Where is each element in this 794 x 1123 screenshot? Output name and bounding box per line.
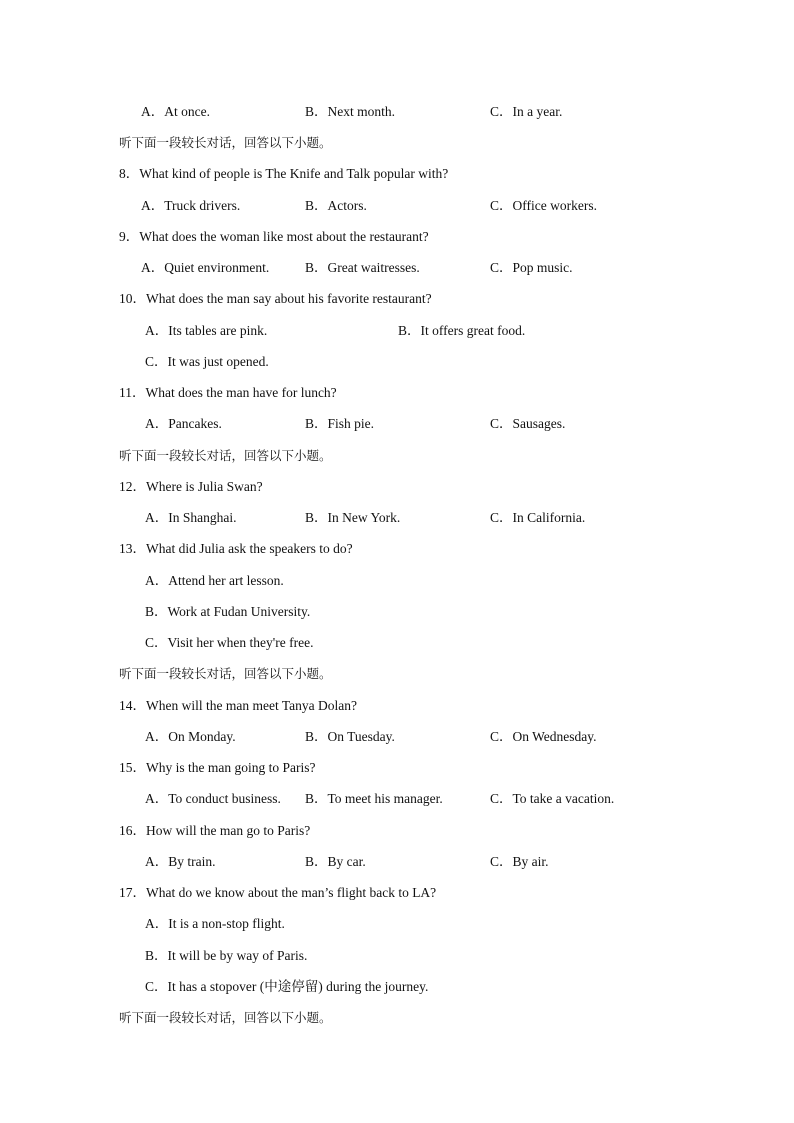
q8-option-c: C．Office workers.	[490, 198, 597, 213]
q16-stem: 16．How will the man go to Paris?	[119, 823, 311, 838]
q13-stem: 13．What did Julia ask the speakers to do?	[119, 541, 353, 556]
q13-option-a-row	[0, 571, 794, 591]
q11-option-a: A．Pancakes.	[145, 416, 222, 431]
q10-options-row2	[0, 352, 794, 372]
q12-stem: 12．Where is Julia Swan?	[119, 479, 263, 494]
q8-stem: 8．What kind of people is The Knife and Talk popular with?	[119, 166, 449, 181]
q15-option-b: B．To meet his manager.	[305, 791, 443, 806]
q16-options	[0, 852, 794, 872]
q12-option-a: A．In Shanghai.	[145, 510, 237, 525]
q17-option-b-row	[0, 946, 794, 966]
q15-option-a: A．To conduct business.	[145, 791, 281, 806]
instruction-3: 听下面一段较长对话，回答以下小题。	[119, 666, 332, 681]
q17-option-a: A．It is a non-stop flight.	[145, 916, 285, 931]
q12-option-c: C．In California.	[490, 510, 586, 525]
q14-option-c: C．On Wednesday.	[490, 729, 597, 744]
q13-option-a: A．Attend her art lesson.	[145, 573, 284, 588]
q7-options	[0, 102, 794, 122]
q11-stem: 11．What does the man have for lunch?	[119, 385, 337, 400]
q8-option-b: B．Actors.	[305, 198, 367, 213]
q10-option-b: B．It offers great food.	[398, 323, 526, 338]
instruction-2: 听下面一段较长对话，回答以下小题。	[119, 448, 332, 463]
instruction-1: 听下面一段较长对话，回答以下小题。	[119, 135, 332, 150]
q11-options	[0, 414, 794, 434]
q14-stem: 14．When will the man meet Tanya Dolan?	[119, 698, 357, 713]
q10-option-c: C．It was just opened.	[145, 354, 269, 369]
q9-stem: 9．What does the woman like most about the restaurant?	[119, 229, 429, 244]
q7-option-a: A．At once.	[141, 104, 210, 119]
q11-option-c: C．Sausages.	[490, 416, 566, 431]
q17-option-b: B．It will be by way of Paris.	[145, 948, 308, 963]
instruction-4: 听下面一段较长对话，回答以下小题。	[119, 1010, 332, 1025]
q16-option-b: B．By car.	[305, 854, 366, 869]
q11-option-b: B．Fish pie.	[305, 416, 375, 431]
q10-options-row1	[0, 321, 794, 341]
q15-options	[0, 789, 794, 809]
q16-option-a: A．By train.	[145, 854, 216, 869]
q12-option-b: B．In New York.	[305, 510, 401, 525]
q13-option-b-row	[0, 602, 794, 622]
q13-option-b: B．Work at Fudan University.	[145, 604, 311, 619]
q13-option-c-row	[0, 633, 794, 653]
q17-stem: 17．What do we know about the man’s flight back to LA?	[119, 885, 437, 900]
q14-options	[0, 727, 794, 747]
q8-options	[0, 196, 794, 216]
q8-option-a: A．Truck drivers.	[141, 198, 241, 213]
q10-option-a: A．Its tables are pink.	[145, 323, 268, 338]
q9-option-c: C．Pop music.	[490, 260, 573, 275]
q16-option-c: C．By air.	[490, 854, 549, 869]
q15-stem: 15．Why is the man going to Paris?	[119, 760, 316, 775]
q14-option-b: B．On Tuesday.	[305, 729, 395, 744]
q10-stem: 10．What does the man say about his favorite restaurant?	[119, 291, 432, 306]
q17-option-c-row	[0, 977, 794, 997]
q17-option-c: C．It has a stopover (中途停留) during the journey.	[145, 979, 429, 994]
q12-options	[0, 508, 794, 528]
q9-option-b: B．Great waitresses.	[305, 260, 420, 275]
q9-options	[0, 258, 794, 278]
q15-option-c: C．To take a vacation.	[490, 791, 615, 806]
q17-option-a-row	[0, 914, 794, 934]
q9-option-a: A．Quiet environment.	[141, 260, 270, 275]
q7-option-c: C．In a year.	[490, 104, 563, 119]
q14-option-a: A．On Monday.	[145, 729, 236, 744]
q7-option-b: B．Next month.	[305, 104, 395, 119]
q13-option-c: C．Visit her when they're free.	[145, 635, 314, 650]
